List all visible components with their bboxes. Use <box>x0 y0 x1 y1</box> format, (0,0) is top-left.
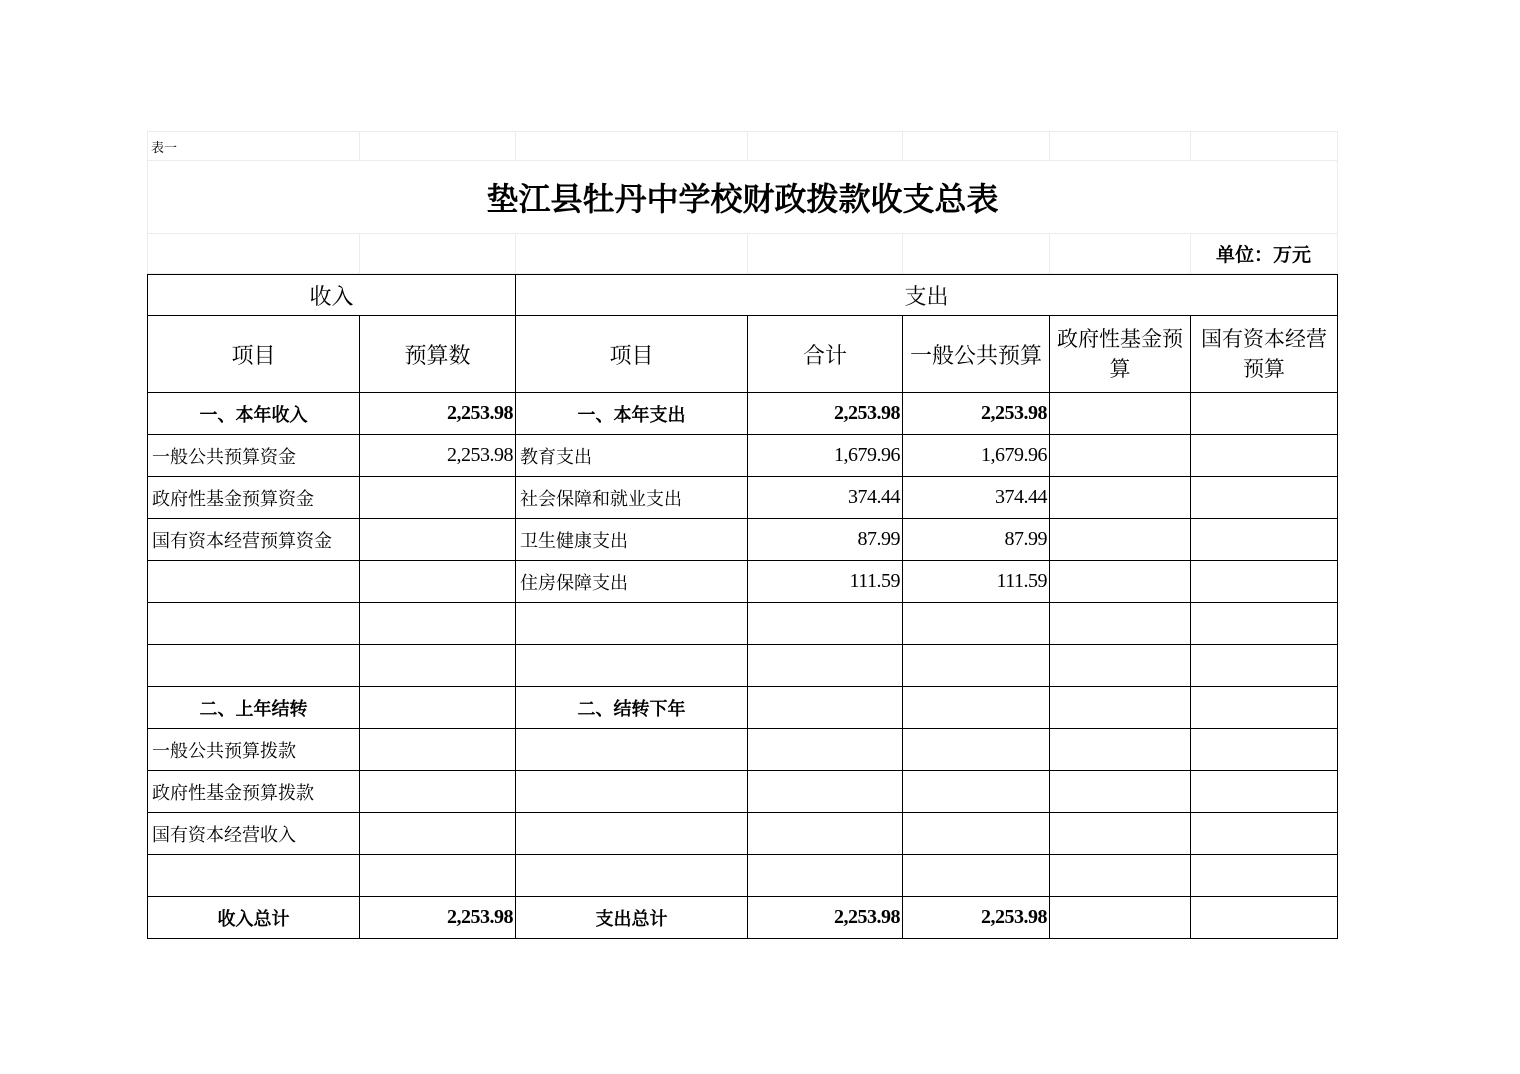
total-cell: 87.99 <box>748 519 903 561</box>
table-row <box>148 813 1338 855</box>
table-row <box>148 393 1338 435</box>
gov-fund-cell <box>1050 855 1191 897</box>
income-value-cell: 2,253.98 <box>360 393 516 435</box>
expense-item-cell: 二、结转下年 <box>516 687 748 729</box>
state-capital-cell <box>1191 897 1338 939</box>
income-item-cell: 政府性基金预算资金 <box>148 477 360 519</box>
gov-fund-cell <box>1050 687 1191 729</box>
expense-item-cell <box>516 855 748 897</box>
income-item-cell <box>148 561 360 603</box>
table-row <box>148 519 1338 561</box>
general-budget-cell: 1,679.96 <box>903 435 1050 477</box>
expense-item-cell: 住房保障支出 <box>516 561 748 603</box>
income-item-cell: 一、本年收入 <box>148 393 360 435</box>
income-value-cell <box>360 645 516 687</box>
table-row <box>148 855 1338 897</box>
table-row <box>148 729 1338 771</box>
general-budget-cell <box>903 645 1050 687</box>
income-value-cell <box>360 477 516 519</box>
table-body <box>148 393 1338 939</box>
page-title: 垫江县牡丹中学校财政拨款收支总表 <box>148 161 1338 234</box>
state-capital-cell <box>1191 561 1338 603</box>
income-header: 收入 <box>148 275 516 316</box>
budget-table <box>147 274 1338 939</box>
income-value-cell <box>360 519 516 561</box>
state-capital-cell <box>1191 393 1338 435</box>
general-budget-cell <box>903 813 1050 855</box>
general-budget-cell <box>903 855 1050 897</box>
state-capital-cell <box>1191 855 1338 897</box>
table-row <box>148 771 1338 813</box>
state-capital-cell <box>1191 603 1338 645</box>
total-cell <box>748 813 903 855</box>
gov-fund-cell <box>1050 813 1191 855</box>
general-budget-cell: 111.59 <box>903 561 1050 603</box>
total-cell <box>748 645 903 687</box>
income-value-cell <box>360 687 516 729</box>
expense-header: 支出 <box>516 275 1338 316</box>
income-item-cell: 国有资本经营预算资金 <box>148 519 360 561</box>
income-item-cell <box>148 603 360 645</box>
state-capital-cell <box>1191 477 1338 519</box>
gov-fund-cell <box>1050 561 1191 603</box>
total-cell <box>748 855 903 897</box>
total-cell: 374.44 <box>748 477 903 519</box>
table-row <box>148 603 1338 645</box>
col-gov-fund: 政府性基金预算 <box>1050 316 1191 393</box>
table-row <box>148 645 1338 687</box>
gov-fund-cell <box>1050 477 1191 519</box>
income-item-cell: 收入总计 <box>148 897 360 939</box>
col-total: 合计 <box>748 316 903 393</box>
income-value-cell <box>360 729 516 771</box>
general-budget-cell <box>903 729 1050 771</box>
gov-fund-cell <box>1050 519 1191 561</box>
gov-fund-cell <box>1050 645 1191 687</box>
table-row <box>148 561 1338 603</box>
income-value-cell: 2,253.98 <box>360 897 516 939</box>
table-row <box>148 477 1338 519</box>
gov-fund-cell <box>1050 435 1191 477</box>
total-cell: 111.59 <box>748 561 903 603</box>
col-income-item: 项目 <box>148 316 360 393</box>
income-value-cell <box>360 603 516 645</box>
income-item-cell: 二、上年结转 <box>148 687 360 729</box>
state-capital-cell <box>1191 435 1338 477</box>
expense-item-cell <box>516 729 748 771</box>
col-budget: 预算数 <box>360 316 516 393</box>
total-cell <box>748 729 903 771</box>
table-row <box>148 687 1338 729</box>
unit-label: 单位：万元 <box>1191 234 1338 274</box>
expense-item-cell <box>516 771 748 813</box>
sheet-tag: 表一 <box>148 132 360 161</box>
general-budget-cell <box>903 771 1050 813</box>
expense-item-cell <box>516 603 748 645</box>
state-capital-cell <box>1191 519 1338 561</box>
total-cell <box>748 603 903 645</box>
expense-item-cell: 一、本年支出 <box>516 393 748 435</box>
table-row <box>148 897 1338 939</box>
total-cell: 2,253.98 <box>748 897 903 939</box>
general-budget-cell: 87.99 <box>903 519 1050 561</box>
state-capital-cell <box>1191 813 1338 855</box>
income-value-cell <box>360 561 516 603</box>
col-state-capital: 国有资本经营预算 <box>1191 316 1338 393</box>
expense-item-cell <box>516 813 748 855</box>
expense-item-cell: 支出总计 <box>516 897 748 939</box>
gov-fund-cell <box>1050 897 1191 939</box>
gov-fund-cell <box>1050 603 1191 645</box>
state-capital-cell <box>1191 771 1338 813</box>
col-general-budget: 一般公共预算 <box>903 316 1050 393</box>
gov-fund-cell <box>1050 393 1191 435</box>
state-capital-cell <box>1191 687 1338 729</box>
budget-sheet <box>147 131 1337 939</box>
general-budget-cell <box>903 687 1050 729</box>
total-cell: 1,679.96 <box>748 435 903 477</box>
state-capital-cell <box>1191 729 1338 771</box>
income-item-cell: 一般公共预算拨款 <box>148 729 360 771</box>
gov-fund-cell <box>1050 771 1191 813</box>
general-budget-cell: 374.44 <box>903 477 1050 519</box>
income-item-cell <box>148 855 360 897</box>
income-item-cell <box>148 645 360 687</box>
income-item-cell: 政府性基金预算拨款 <box>148 771 360 813</box>
total-cell <box>748 771 903 813</box>
income-value-cell <box>360 813 516 855</box>
income-value-cell <box>360 855 516 897</box>
general-budget-cell: 2,253.98 <box>903 393 1050 435</box>
general-budget-cell <box>903 603 1050 645</box>
expense-item-cell: 卫生健康支出 <box>516 519 748 561</box>
header-area <box>147 131 1338 274</box>
total-cell <box>748 687 903 729</box>
expense-item-cell <box>516 645 748 687</box>
income-item-cell: 国有资本经营收入 <box>148 813 360 855</box>
income-item-cell: 一般公共预算资金 <box>148 435 360 477</box>
total-cell: 2,253.98 <box>748 393 903 435</box>
expense-item-cell: 教育支出 <box>516 435 748 477</box>
state-capital-cell <box>1191 645 1338 687</box>
income-value-cell <box>360 771 516 813</box>
gov-fund-cell <box>1050 729 1191 771</box>
table-row <box>148 435 1338 477</box>
expense-item-cell: 社会保障和就业支出 <box>516 477 748 519</box>
income-value-cell: 2,253.98 <box>360 435 516 477</box>
general-budget-cell: 2,253.98 <box>903 897 1050 939</box>
col-expense-item: 项目 <box>516 316 748 393</box>
